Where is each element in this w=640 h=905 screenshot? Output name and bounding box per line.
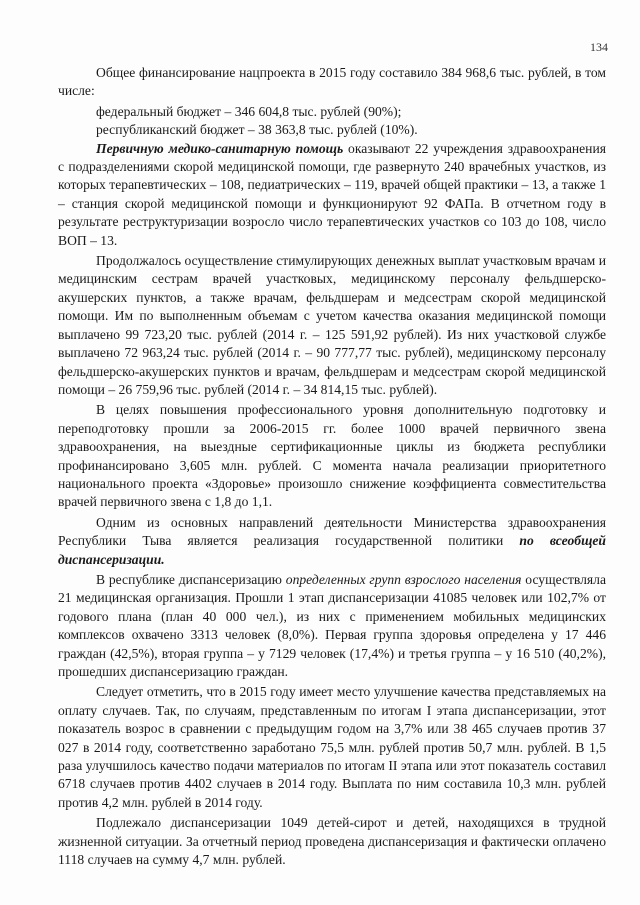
paragraph-federal-budget: федеральный бюджет – 346 604,8 тыс. рублей (90%); (96, 103, 402, 119)
ministry-policy-text: Одним из основных направлений деятельности Министерства здравоохранения Республики Тыва является реализация государственной политики (58, 514, 606, 549)
paragraph-republic-budget: республиканский бюджет – 38 363,8 тыс. рублей (10%). (96, 122, 418, 138)
adult-screening-text-start: В республике диспансеризацию (96, 571, 286, 587)
ministry-policy-emphasis: по всеобщей диспансеризации. (58, 533, 606, 567)
primary-care-emphasis: Первичную медико-санитарную помощь (96, 140, 344, 156)
paragraph-training: В целях повышения профессионального уровня дополнительную подготовку и переподготовку прошли за 2006-2015 гг. более 1000 врачей первичного звена здравоохранения, на выездные сертификационные циклы из бюджета республики профинансировано 3,605 млн. рублей. С момента начала реализации приоритетного национального проекта «Здоровье» произошло снижение коэффициента совместительства врачей первичного звена с 1,8 до 1,1. (58, 402, 606, 510)
paragraph-quality-improvement: Следует отметить, что в 2015 году имеет место улучшение качества представляемых на оплату случаев. Так, по случаям, представленным по итогам I этапа диспансеризации, этот показатель возрос в сравнении с предыдущим годом на 3,7% или 38 465 случаев против 37 027 в 2014 году, соответственно заработано 75,5 млн. рублей против 50,7 млн. рублей. В 1,5 раза улучшилось качество подачи материалов по итогам II этапа или этот показатель составил 6718 случаев против 4402 случаев в 2014 году. Выплата по ним составила 10,3 млн. рублей против 4,2 млн. рублей в 2014 году. (58, 684, 606, 810)
primary-care-text: оказывают 22 учреждения здравоохранения с подразделениями скорой медицинской помощи, где развернуто 240 врачебных участков, из которых терапевтических – 108, педиатрических – 119, врачей общей практики – 13, а также 1 – станция скорой медицинской помощи и функционируют 92 ФАПа. В отчетном году в результате реструктуризации возросло число терапевтических участков со 103 до 108, число ВОП – 13. (58, 140, 606, 248)
paragraph-primary-care (58, 140, 606, 250)
paragraph-ministry-policy (58, 514, 606, 569)
document-body (58, 64, 606, 871)
adult-screening-emphasis: определенных групп взрослого населения (285, 571, 522, 587)
page-number: 134 (590, 40, 608, 54)
paragraph-incentive-payments: Продолжалось осуществление стимулирующих денежных выплат участковым врачам и медицинским сестрам врачей участковых, медицинскому персоналу фельдшерско-акушерских пунктов, а также врачам, фельдшерам и медсестрам скорой медицинской помощи. Им по выполненным объемам с учетом качества оказания медицинской помощи выплачено 99 723,20 тыс. рублей (2014 г. – 125 591,92 рублей). Из них участковой службе выплачено 72 963,24 тыс. рублей (2014 г. – 90 777,77 тыс. рублей), медицинскому персоналу фельдшерско-акушерских пунктов и врачам, фельдшерам и медсестрам скорой медицинской помощи – 26 759,96 тыс. рублей (2014 г. – 34 814,15 тыс. рублей). (58, 253, 606, 397)
paragraph-financing: Общее финансирование нацпроекта в 2015 году составило 384 968,6 тыс. рублей, в том числе: (58, 65, 606, 99)
paragraph-orphan-screening: Подлежало диспансеризации 1049 детей-сирот и детей, находящихся в трудной жизненной ситуации. За отчетный период проведена диспансеризация и фактически оплачено 1118 случаев на сумму 4,7 млн. рублей. (58, 815, 606, 868)
paragraph-adult-screening (58, 571, 606, 681)
adult-screening-text: осуществляла 21 медицинская организация. Прошли 1 этап диспансеризации 41085 человек или 102,7% от годового плана (план 40 000 чел.), из них с применением мобильных медицинских комплексов охвачено 3313 человек (8,0%). Первая группа здоровья определена у 17 446 граждан (42,5%), вторая группа – у 7129 человек (17,4%) и третья группа – у 16 510 (40,2%), прошедших диспансеризацию граждан. (58, 571, 607, 679)
